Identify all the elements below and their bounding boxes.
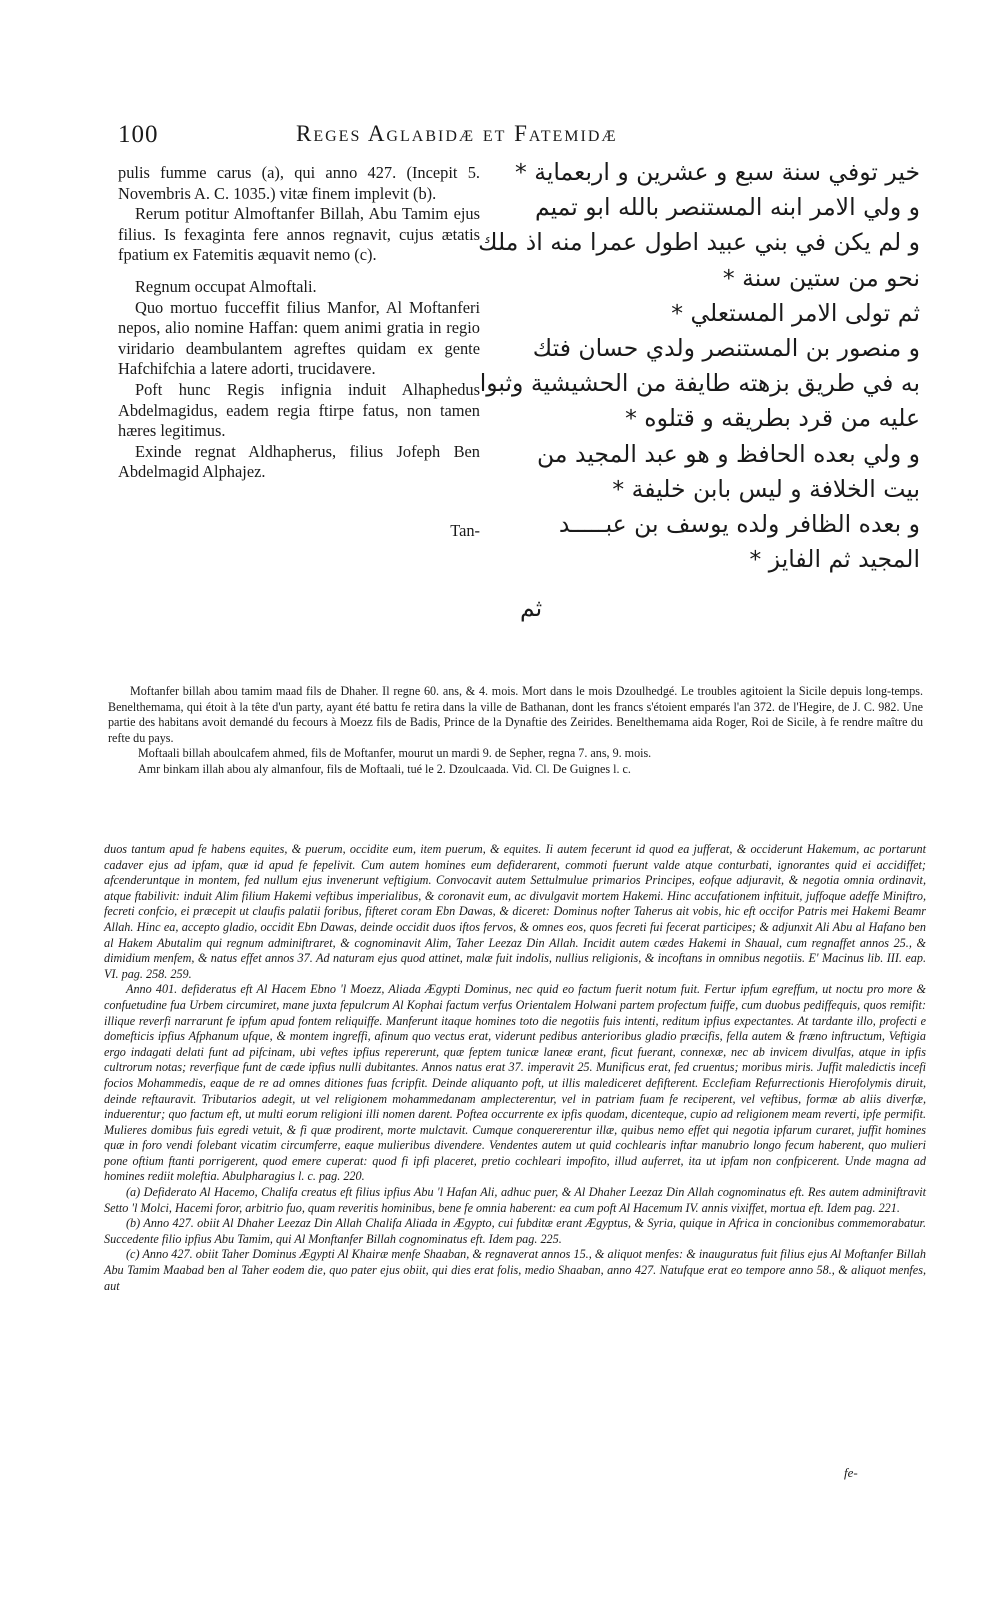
latin-note: (c) Anno 427. obiit Taher Dominus Ægypti Al Khairæ menfe Shaaban, & regnaverat annos 15., & aliquot menfes: & inauguratus fuit filius ejus Al Moftanfer Billah Abu Tamim Maabad ben al Taher eodem die, quo pater ejus obiit, qui dies erat folis, medio Shaaban, anno 427. Natufque erat eo tempore anno 58., & aliquot menfes, aut [104,1247,926,1293]
french-footnotes [108,684,923,778]
latin-note: (b) Anno 427. obiit Al Dhaher Leezaz Din Allah Chalifa Aliada in Ægypto, cui fubditæ erant Ægyptus, & Syria, quique in Africa in concionibus commemorabatur. Succedente filio ipfius Abu Tamim, qui Al Monftanfer Billah cognominatus eft. Idem pag. 225. [104,1216,926,1246]
page-number: 100 [118,121,159,148]
latin-paragraph: pulis fumme carus (a), qui anno 427. (Incepit 5. Novembris A. C. 1035.) vitæ finem implevit (b). [118,163,480,203]
french-note: Moftanfer billah abou tamim maad fils de Dhaher. Il regne 60. ans, & 4. mois. Mort dans le mois Dzoulhedgé. Le troubles agitoient la Sicile depuis long-temps. Benelthemama, qui étoit à la tête d'un party, ayant été battu fe retira dans la ville de Bathanan, dont les francs s'étoient emparés l'an 372. de l'Hegire, de J. C. 982. Une partie des habitans avoit demandé du fecours à Moezz fils de Badis, Prince de la Dynaftie des Zeirides. Benelthemama aida Roger, Roi de Sicile, à fe rendre maître du refte du pays. [108,684,923,745]
running-title: Reges Aglabidæ et Fatemidæ [296,121,618,146]
latin-paragraph: Rerum potitur Almoftanfer Billah, Abu Tamim ejus filius. Is fexaginta fere annos regnavit, cujus ætatis fpatium ex Fatemitis æquavit nemo (c). [118,204,480,265]
arabic-line: عليه من قرد بطريقه و قتلوه * [625,404,920,433]
arabic-line: به في طريق بزهته طايفة من الحشيشية وثبوا [479,369,920,398]
arabic-line: و ولي بعده الحافظ و هو عبد المجيد من [537,439,920,468]
latin-note: duos tantum apud fe habens equites, & puerum, occidite eum, item puerum, & equites. Ii autem fecerunt id quod ea jufferat, & occiderunt Hakemum, ac portarunt cadaver ejus ad ipfam, quæ id apud fe fepelivit. Cum autem homines eum defiderarent, commoti fuerunt valde atque conturbati, ignorantes quid ei accidiffet; afcenderuntque in montem, fed nullum ejus invenerunt veftigium. Convocavit autem Settulmulue primarios Principes, eofque adjuravit, & negotia omnia ordinavit, atque ftabilivit: induit Alim filium Hakemi veftibus imperialibus, & coronavit eum, ac divulgavit mortem Hakemi. Hinc accufationem inftituit, juffoque adeffe Miniftro, fecreti confcio, ei præcepit ut claufis palatii foribus, fifteret coram Ebn Dawas, & diceret: Dominus nofter Taherus ait vobis, hic eft occifor Patris mei Hakemi Beamr Allah. Hinc ea, accepto gladio, occidit Ebn Dawas, deinde occidit duos iftos fervos, & omnes eos, quos fecreti fui fecerat participes; & adjunxit Ali Abu al Hafano ben al Hakem Abutalim qui regnum adminiftraret, & cognominavit Alim, Taher Leezaz Din Allah. Incidit autem cædes Hakemi in Shaual, cum regnaffet annos 25., & dimidium menfem, & natus effet annos 37. Ad naturam ejus quod attinet, malæ fuit indolis, nullius religionis, & incoftans in omnibus negotiis. E' Macinus lib. III. eap. VI. pag. 258. 259. [104,842,926,981]
arabic-line: و ولي الامر ابنه المستنصر بالله ابو تميم [534,193,920,222]
latin-paragraph: Quo mortuo fucceffit filius Manfor, Al Moftanferi nepos, alio nomine Haffan: quem animi gratia in regio viridario deambulantem agreftes quidam ex gente Hafchifchia a latere adorti, trucidavere. [118,297,480,379]
latin-footnotes [104,842,926,1294]
arabic-line: خير توفي سنة سبع و عشرين و اربعماية * [515,158,920,186]
page-catchword: fe- [844,1465,858,1480]
arabic-column [478,155,920,627]
french-note: Moftaali billah aboulcafem ahmed, fils de Moftanfer, mourut un mardi 9. de Sepher, regna 7. ans, 9. mois. [138,746,652,761]
arabic-line: المجيد ثم الفايز * [749,545,920,574]
arabic-line: نحو من ستين سنة * [722,263,920,292]
latin-note: Anno 401. defideratus eft Al Hacem Ebno 'l Moezz, Aliada Ægypti Dominus, nec quid eo factum fuerit notum fuit. Fertur ipfum egreffum, ut noctu pro more & confuetudine fua Urbem circumiret, mane juxta fepulcrum Al Kophai factum verfus Orientalem Holwani partem profectum fuiffe, cum duobus pediffequis, quos remifit: illique reverfi narrarunt fe ipfum apud fontem reliquiffe. Manferunt itaque homines toto die negotiis fuis intenti, reditum ipfius expectantes. At tardante illo, profecti e domefticis ipfius Afphanum ufque, & montem ingreffi, afinum quo vectus erat, viderunt pedibus anterioribus gladio præcifis, fella autem & fræno inftructum, Veftigia ergo indagati delati funt ad pifcinam, ubi veftes ipfius repererunt, quæ feptem tunicæ laneæ erant, ficut fuerant, connexæ, nec ab invicem divulfas, atque in ipfis cultrorum notas; reverfique funt de cæde ipfius nulli dubitantes. Annos natus erat 37. imperavit 25. Munificus erat, fed cruentus; moribus miris. Juffit maledictis incefi focios Mohammedis, eaque de re ad omnes ditiones fuas fcripfit. Deinde aliquanto poft, ut illis malediceret defifterent. Ecclefiam Refurrectionis Hierofolymis diruit, deinde reftauravit. Tributarios adegit, ut vel religionem mohammedanam amplecterentur, vel in patriam fuam fe reciperent, vel veftibus, formæ ab aliis diverfæ, induerentur; quo factum eft, ut multi eorum religioni illi nomen darent. Poftea occurrente ex ipfis quodam, dicenteque, cupio ad religionem meam reverti, ipfe permifit. Mulieres domibus fuis egredi vetuit, & fi quæ prodirent, morte mulctavit. Cumque conquererentur illæ, quibus nemo effet qui negotia ipfarum curaret, juffit homines quæ in foro vendi folebant vicatim circumferre, eaque mulieribus divendere. Vendentes autem ut quid cochlearis inftar manubrio longo fecum haberent, quo mulieri pone oftium ftanti porrigerent, quod emere cuperat: quod fi ipfi placeret, pretio cochleari impofito, illud auferret, ita ut ipfam non confpicerent. Unde magna ad homines rediit moleftia. Abulpharagius l. c. pag. 220. [104,982,926,1184]
latin-paragraph: Exinde regnat Aldhapherus, filius Jofeph Ben Abdelmagid Alphajez. [118,441,480,482]
latin-column [118,163,480,542]
arabic-line: و بعده الظافر ولده يوسف بن عبـــــد [558,510,920,539]
latin-catchword: Tan- [450,520,480,540]
arabic-line: و منصور بن المستنصر ولدي حسان فتك [532,334,920,363]
latin-paragraph: Regnum occupat Almoftali. [135,276,317,296]
arabic-line: و لم يكن في بني عبيد اطول عمرا منه اذ ملك [478,228,920,257]
french-note: Amr binkam illah abou aly almanfour, fils de Moftaali, tué le 2. Dzoulcaada. Vid. Cl. De Guignes l. c. [138,761,631,776]
arabic-catchword: ثم [520,594,543,623]
arabic-line: بيت الخلافة و ليس بابن خليفة * [612,474,920,503]
arabic-line: ثم تولى الامر المستعلي * [671,298,920,327]
latin-note: (a) Defiderato Al Hacemo, Chalifa creatus eft filius ipfius Abu 'l Hafan Ali, adhuc puer, & Al Dhaher Leezaz Din Allah cognominatus eft. Res autem adminiftravit Setto 'l Molci, Hacemi foror, arbitrio fuo, quam reveritis hominibus, bene fe omnia haberent: ea cum poft Al Hacemum IV. annis vixiffet, mortua eft. Idem pag. 221. [104,1185,926,1215]
latin-paragraph: Poft hunc Regis infignia induit Alhaphedus Abdelmagidus, eadem regia ftirpe fatus, non tamen hæres legitimus. [118,379,480,441]
